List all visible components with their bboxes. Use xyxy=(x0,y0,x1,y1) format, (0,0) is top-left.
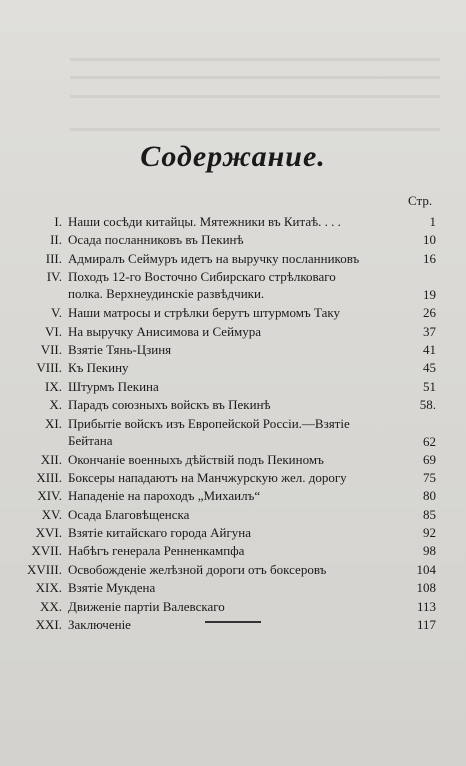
chapter-number: III. xyxy=(45,250,62,266)
chapter-title: Боксеры нападаютъ на Манчжурскую жел. дорогу xyxy=(68,469,347,485)
page-number: 41 xyxy=(423,341,436,357)
toc-row xyxy=(10,561,440,579)
toc-row xyxy=(10,231,440,249)
page-number: 75 xyxy=(423,469,436,485)
page-number: 108 xyxy=(416,580,436,596)
toc-row xyxy=(10,323,440,341)
chapter-title: Взятіе Тянь-Цзиня xyxy=(68,341,172,357)
chapter-number: X. xyxy=(49,397,62,413)
chapter-title: Освобожденіе желѣзной дороги отъ боксеровъ xyxy=(68,561,327,577)
toc-row xyxy=(10,506,440,524)
chapter-number: VI. xyxy=(45,323,62,339)
chapter-title: Заключеніе xyxy=(68,617,131,633)
bleed-through-text xyxy=(70,76,440,79)
chapter-number: XX. xyxy=(39,598,62,614)
chapter-number: VII. xyxy=(40,341,62,357)
page-number: 98 xyxy=(423,543,436,559)
page-column-label: Стр. xyxy=(408,193,433,208)
chapter-number: XIV. xyxy=(37,488,62,504)
chapter-title: Походъ 12-го Восточно Сибирскаго стрѣлковаго полка. Верхнеудинскіе развѣдчики. xyxy=(68,269,336,302)
toc-row xyxy=(10,542,440,560)
chapter-title: Осада посланниковъ въ Пекинѣ xyxy=(68,232,244,248)
chapter-number: II. xyxy=(50,232,62,248)
chapter-number: XIII. xyxy=(36,469,62,485)
page-number: 37 xyxy=(423,323,436,339)
toc-row xyxy=(10,304,440,322)
chapter-title: Взятіе китайскаго города Айгуна xyxy=(68,525,252,541)
chapter-number: IV. xyxy=(46,269,62,285)
toc-row xyxy=(10,378,440,396)
page-number: 51 xyxy=(423,378,436,394)
bleed-through-text xyxy=(70,58,440,61)
chapter-number: IX. xyxy=(45,378,62,394)
page-number: 69 xyxy=(423,451,436,467)
page-number: 19 xyxy=(423,287,436,303)
toc-row xyxy=(10,250,440,268)
chapter-number: I. xyxy=(54,214,62,229)
page-number: 58. xyxy=(419,397,436,413)
chapter-number: V. xyxy=(51,305,62,321)
toc-row xyxy=(10,524,440,542)
chapter-title: Окончаніе военныхъ дѣйствій подъ Пекиномъ xyxy=(68,451,324,467)
chapter-number: VIII. xyxy=(36,360,62,376)
chapter-title: Штурмъ Пекина xyxy=(68,378,159,394)
page-number: 1 xyxy=(429,214,436,229)
chapter-title: Осада Благовѣщенска xyxy=(68,506,190,522)
chapter-number: XXI. xyxy=(35,617,62,633)
page-title: Содержание. xyxy=(140,140,326,173)
page-number: 10 xyxy=(423,232,436,248)
chapter-title: Адмиралъ Сеймуръ идетъ на выручку посланниковъ xyxy=(68,250,360,266)
page-number: 113 xyxy=(416,598,436,614)
chapter-title: Къ Пекину xyxy=(68,360,129,376)
toc-row xyxy=(10,415,440,451)
bleed-through-text xyxy=(70,95,440,98)
chapter-title: Наши сосѣди китайцы. Мятежники въ Китаѣ. . . . xyxy=(68,214,341,229)
toc-row xyxy=(10,598,440,616)
chapter-number: XI. xyxy=(45,415,62,431)
toc-row xyxy=(10,268,440,304)
chapter-number: XVIII. xyxy=(26,561,62,577)
chapter-title: Парадъ союзныхъ войскъ въ Пекинѣ xyxy=(68,397,271,413)
chapter-number: XIX. xyxy=(35,580,62,596)
page-number: 45 xyxy=(423,360,436,376)
toc-row xyxy=(10,396,440,414)
toc-row xyxy=(10,359,440,377)
page-number: 85 xyxy=(423,506,436,522)
page-number: 80 xyxy=(423,488,436,504)
page-number: 16 xyxy=(423,250,436,266)
toc-row xyxy=(10,579,440,597)
toc-row xyxy=(10,451,440,469)
page-number: 26 xyxy=(423,305,436,321)
chapter-title: Взятіе Мукдена xyxy=(68,580,156,596)
toc-row xyxy=(10,616,440,634)
chapter-title: Нападеніе на пароходъ „Михаилъ“ xyxy=(68,488,261,504)
chapter-number: XV. xyxy=(41,506,62,522)
chapter-number: XVII. xyxy=(31,543,62,559)
toc-row xyxy=(10,487,440,505)
closing-rule xyxy=(205,621,261,623)
toc-row xyxy=(10,213,440,231)
page-number: 104 xyxy=(416,561,436,577)
chapter-title: Движеніе партіи Валевскаго xyxy=(68,598,225,614)
chapter-title: Наши матросы и стрѣлки берутъ штурмомъ Таку xyxy=(68,305,340,321)
toc-row xyxy=(10,341,440,359)
chapter-title: На выручку Анисимова и Сеймура xyxy=(68,323,262,339)
toc-row xyxy=(10,469,440,487)
chapter-number: XVI. xyxy=(35,525,62,541)
chapter-title: Прибытіе войскъ изъ Европейской Россіи.—Взятіе Бейтана xyxy=(68,415,350,448)
page-number: 62 xyxy=(423,433,436,449)
bleed-through-text xyxy=(70,128,440,131)
page-number: 117 xyxy=(416,617,436,633)
chapter-title: Набѣгъ генерала Ренненкампфа xyxy=(68,543,245,559)
page-number: 92 xyxy=(423,525,436,541)
chapter-number: XII. xyxy=(40,451,62,467)
table-of-contents xyxy=(10,213,440,634)
